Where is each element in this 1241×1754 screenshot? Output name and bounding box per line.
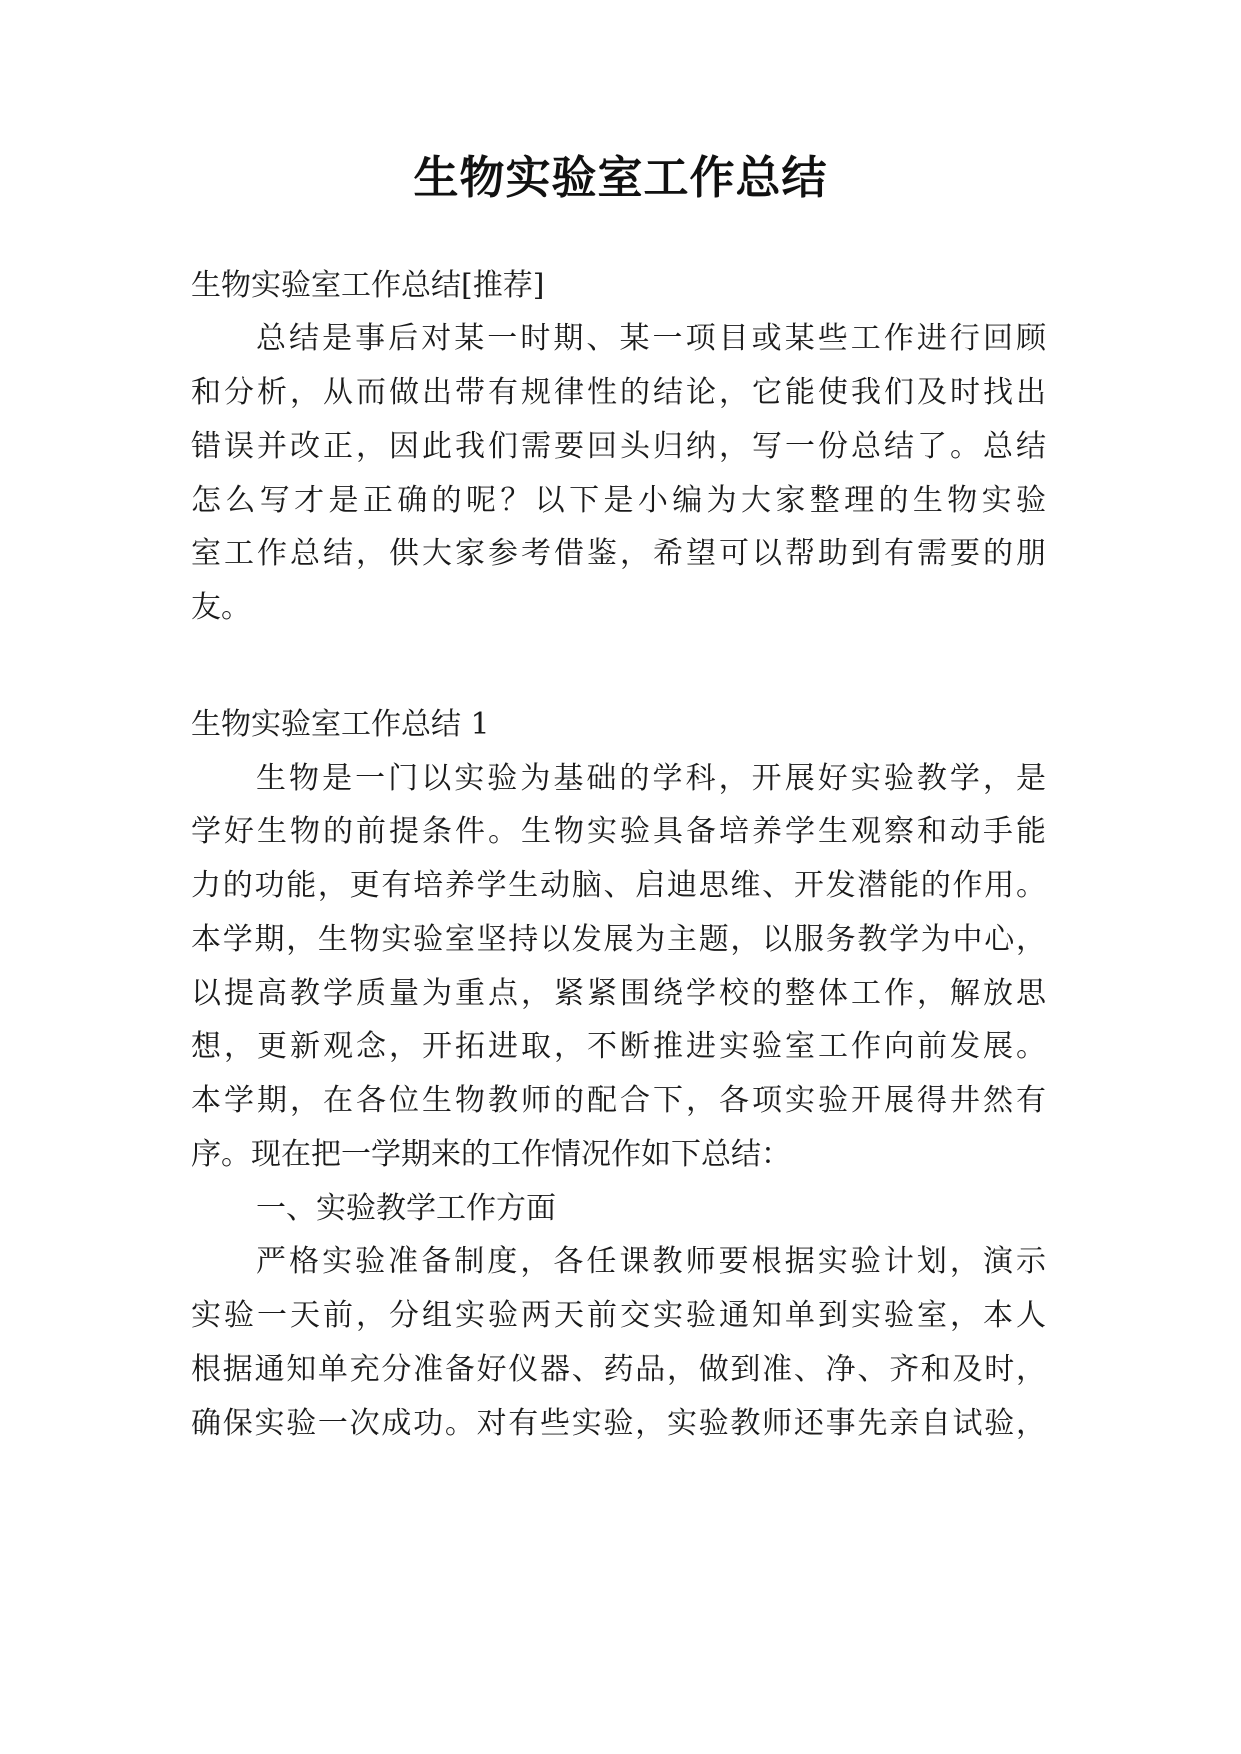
- paragraph-line: [0, 910, 1241, 970]
- text-line: 实验一天前，分组实验两天前交实验通知单到实验室，本人: [191, 1298, 1046, 1333]
- paragraph-line: [0, 749, 1241, 809]
- text-line: 严格实验准备制度，各任课教师要根据实验计划，演示: [256, 1244, 1046, 1279]
- paragraph-line: [0, 856, 1241, 916]
- paragraph-line: [0, 1232, 1241, 1292]
- text-line: 学好生物的前提条件。生物实验具备培养学生观察和动手能: [191, 814, 1046, 849]
- intro-heading: [0, 256, 1241, 316]
- paragraph-line: [0, 578, 1241, 638]
- text-line: 室工作总结，供大家参考借鉴，希望可以帮助到有需要的朋: [191, 536, 1046, 571]
- text-line: 本学期，在各位生物教师的配合下，各项实验开展得井然有: [191, 1083, 1046, 1118]
- text-line: 序。现在把一学期来的工作情况作如下总结：: [191, 1137, 791, 1172]
- paragraph-line: [0, 363, 1241, 423]
- text-line: 根据通知单充分准备好仪器、药品，做到准、净、齐和及时，: [191, 1352, 1046, 1387]
- section-heading: [0, 695, 1241, 755]
- text-line: 一、实验教学工作方面: [256, 1191, 556, 1226]
- paragraph-line: [0, 309, 1241, 369]
- text-line: 以提高教学质量为重点，紧紧围绕学校的整体工作，解放思: [191, 976, 1046, 1011]
- paragraph-line: [0, 964, 1241, 1024]
- text-line: 错误并改正，因此我们需要回头归纳，写一份总结了。总结: [191, 429, 1046, 464]
- document-title: 生物实验室工作总结: [413, 151, 828, 204]
- text-line: 生物是一门以实验为基础的学科，开展好实验教学，是: [256, 761, 1046, 796]
- paragraph-line: [0, 802, 1241, 862]
- paragraph-line: [0, 417, 1241, 477]
- paragraph-line: [0, 1394, 1241, 1454]
- text-line: 生物实验室工作总结[推荐]: [191, 268, 545, 303]
- paragraph-line: [0, 1071, 1241, 1131]
- text-line: 确保实验一次成功。对有些实验，实验教师还事先亲自试验，: [191, 1406, 1046, 1441]
- text-line: 怎么写才是正确的呢？以下是小编为大家整理的生物实验: [191, 483, 1046, 518]
- text-line: 友。: [191, 590, 251, 625]
- paragraph-line: [0, 1125, 1241, 1185]
- paragraph-line: [0, 1286, 1241, 1346]
- text-line: 想，更新观念，开拓进取，不断推进实验室工作向前发展。: [191, 1029, 1046, 1064]
- text-line: 和分析，从而做出带有规律性的结论，它能使我们及时找出: [191, 375, 1046, 410]
- paragraph-line: [0, 471, 1241, 531]
- paragraph-line: [0, 1017, 1241, 1077]
- text-line: 力的功能，更有培养学生动脑、启迪思维、开发潜能的作用。: [191, 868, 1046, 903]
- text-line: 总结是事后对某一时期、某一项目或某些工作进行回顾: [256, 321, 1046, 356]
- text-line: 生物实验室工作总结 1: [191, 707, 490, 742]
- subsection-heading: [0, 1179, 1241, 1239]
- paragraph-line: [0, 524, 1241, 584]
- paragraph-line: [0, 1340, 1241, 1400]
- text-line: 本学期，生物实验室坚持以发展为主题，以服务教学为中心，: [191, 922, 1046, 957]
